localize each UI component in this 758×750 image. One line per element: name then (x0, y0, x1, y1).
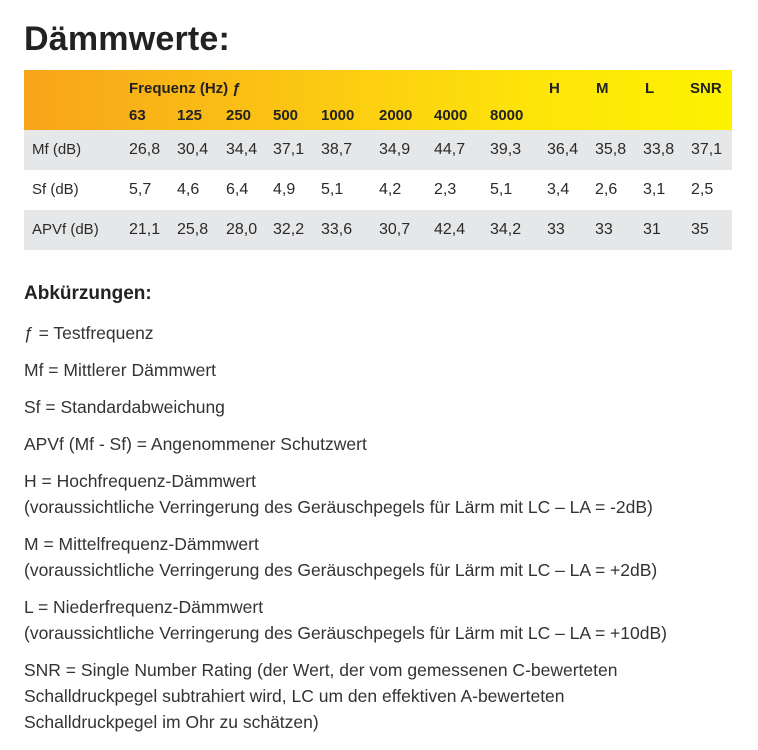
table-cell: 3,1 (643, 181, 666, 198)
summary-header-snr: SNR (690, 80, 722, 97)
table-cell: 2,3 (434, 181, 457, 198)
abbreviations-title: Abkürzungen: (24, 283, 152, 304)
definition-text: H = Hochfrequenz-Dämmwert (24, 471, 256, 491)
frequency-group-header: Frequenz (Hz) ƒ (129, 80, 241, 97)
definition-text: Sf = Standardabweichung (24, 397, 225, 417)
summary-header-h: H (549, 80, 560, 97)
definition-item (24, 320, 744, 346)
table-cell: 34,4 (226, 141, 258, 158)
freq-header: 250 (226, 107, 252, 124)
table-cell: 35,8 (595, 141, 627, 158)
definition-text: ƒ = Testfrequenz (24, 323, 154, 343)
freq-header: 4000 (434, 107, 468, 124)
table-cell: 6,4 (226, 181, 249, 198)
freq-header: 125 (177, 107, 203, 124)
table-cell: 39,3 (490, 141, 522, 158)
definition-text: Mf = Mittlerer Dämmwert (24, 360, 217, 380)
definition-note: (voraussichtliche Verringerung des Geräuschpegels für Lärm mit LC – LA = +10dB) (24, 623, 667, 643)
definition-item (24, 531, 744, 583)
definition-text: M = Mittelfrequenz-Dämmwert (24, 534, 259, 554)
freq-header: 63 (129, 107, 146, 124)
table-cell: 4,2 (379, 181, 402, 198)
definition-item (24, 594, 744, 646)
table-cell: 26,8 (129, 141, 161, 158)
freq-header: 2000 (379, 107, 413, 124)
table-row-sf (24, 170, 732, 210)
abbreviations-list (24, 320, 744, 746)
table-header (24, 70, 732, 130)
table-cell: 32,2 (273, 221, 305, 238)
definition-text: Schalldruckpegel subtrahiert wird, LC um den effektiven A-bewerteten (24, 686, 565, 706)
definition-item (24, 357, 744, 383)
table-cell: 42,4 (434, 221, 466, 238)
row-label: APVf (dB) (32, 221, 99, 238)
table-cell: 34,9 (379, 141, 411, 158)
freq-header: 8000 (490, 107, 524, 124)
table-cell: 35 (691, 221, 709, 238)
table-cell: 30,7 (379, 221, 411, 238)
table-cell: 2,6 (595, 181, 618, 198)
table-cell: 37,1 (273, 141, 305, 158)
summary-header-l: L (645, 80, 655, 97)
table-cell: 31 (643, 221, 661, 238)
definition-note: (voraussichtliche Verringerung des Geräuschpegels für Lärm mit LC – LA = -2dB) (24, 497, 653, 517)
definition-text: SNR = Single Number Rating (der Wert, der vom gemessenen C-bewerteten (24, 660, 618, 680)
summary-header-m: M (596, 80, 609, 97)
table-row-mf (24, 130, 732, 170)
freq-header: 1000 (321, 107, 355, 124)
table-cell: 2,5 (691, 181, 714, 198)
table-cell: 25,8 (177, 221, 209, 238)
table-cell: 37,1 (691, 141, 723, 158)
table-cell: 5,7 (129, 181, 152, 198)
table-cell: 33 (595, 221, 613, 238)
table-cell: 36,4 (547, 141, 579, 158)
table-cell: 21,1 (129, 221, 161, 238)
table-cell: 33,8 (643, 141, 675, 158)
table-cell: 44,7 (434, 141, 466, 158)
table-cell: 33,6 (321, 221, 353, 238)
table-cell: 3,4 (547, 181, 570, 198)
definition-note: (voraussichtliche Verringerung des Geräuschpegels für Lärm mit LC – LA = +2dB) (24, 560, 658, 580)
table-cell: 5,1 (490, 181, 513, 198)
attenuation-table (24, 70, 732, 250)
definition-text: APVf (Mf - Sf) = Angenommener Schutzwert (24, 434, 367, 454)
freq-header: 500 (273, 107, 299, 124)
definition-item (24, 657, 744, 735)
page-title: Dämmwerte: (24, 20, 231, 58)
row-label: Mf (dB) (32, 141, 82, 158)
table-cell: 38,7 (321, 141, 353, 158)
table-cell: 30,4 (177, 141, 209, 158)
table-cell: 5,1 (321, 181, 344, 198)
table-cell: 33 (547, 221, 565, 238)
definition-text: Schalldruckpegel im Ohr zu schätzen) (24, 712, 319, 732)
table-cell: 34,2 (490, 221, 522, 238)
definition-item (24, 394, 744, 420)
definition-item (24, 468, 744, 520)
table-cell: 28,0 (226, 221, 258, 238)
table-cell: 4,9 (273, 181, 296, 198)
row-label: Sf (dB) (32, 181, 79, 198)
definition-item (24, 431, 744, 457)
table-cell: 4,6 (177, 181, 200, 198)
definition-text: L = Niederfrequenz-Dämmwert (24, 597, 264, 617)
table-row-apvf (24, 210, 732, 250)
